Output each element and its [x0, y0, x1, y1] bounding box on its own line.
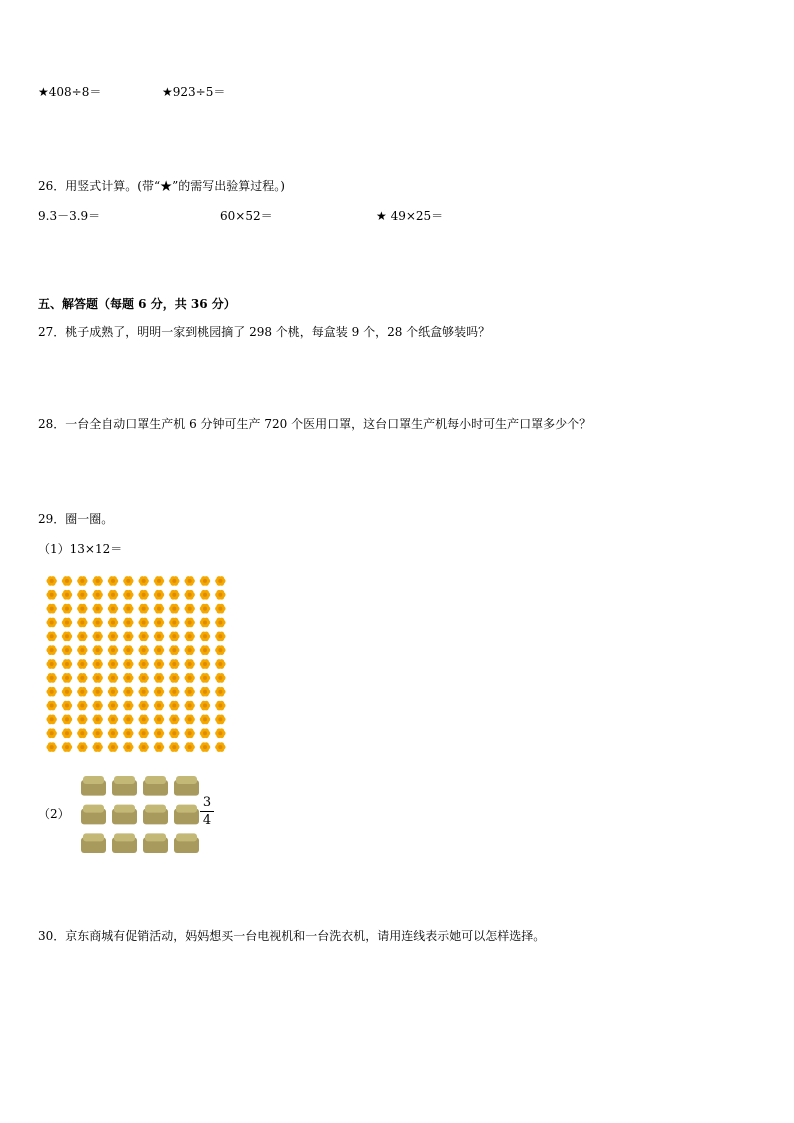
flower-icon	[184, 645, 194, 655]
flower-icon	[92, 645, 102, 655]
flower-icon	[154, 590, 164, 600]
flower-icon	[123, 659, 133, 669]
flower-icon	[92, 576, 102, 586]
flower-icon	[200, 618, 210, 628]
flower-icon	[92, 728, 102, 738]
flower-icon	[138, 618, 148, 628]
flower-icon	[123, 590, 133, 600]
flower-icon	[184, 701, 194, 711]
flower-icon	[108, 645, 118, 655]
question-26: 26．用竖式计算。(带“★”的需写出验算过程。)	[38, 179, 285, 193]
flower-icon	[200, 659, 210, 669]
flower-icon	[169, 604, 179, 614]
flower-icon	[62, 687, 72, 697]
flower-icon	[46, 673, 56, 683]
flower-icon	[62, 659, 72, 669]
flower-icon	[108, 701, 118, 711]
flower-icon	[46, 618, 56, 628]
flower-icon	[62, 576, 72, 586]
flower-icon	[138, 742, 148, 752]
flower-icon	[215, 618, 225, 628]
flower-icon	[154, 701, 164, 711]
flower-icon	[108, 673, 118, 683]
question-29-part-2: （2）	[38, 807, 70, 821]
flower-icon	[77, 673, 87, 683]
flower-icon	[46, 659, 56, 669]
flower-icon	[62, 604, 72, 614]
brick-icon	[143, 833, 168, 853]
flower-icon	[184, 728, 194, 738]
flower-icon	[138, 728, 148, 738]
flower-icon	[108, 576, 118, 586]
flower-icon	[62, 728, 72, 738]
flower-icon	[77, 701, 87, 711]
flower-icon	[92, 604, 102, 614]
question-29: 29．圈一圈。	[38, 512, 114, 526]
flower-icon	[169, 576, 179, 586]
flower-icon	[62, 645, 72, 655]
flower-grid-image	[44, 574, 228, 754]
flower-icon	[108, 590, 118, 600]
flower-icon	[184, 687, 194, 697]
flower-icon	[154, 673, 164, 683]
flower-icon	[46, 728, 56, 738]
flower-icon	[123, 687, 133, 697]
flower-icon	[46, 604, 56, 614]
flower-icon	[46, 576, 56, 586]
question-28: 28．一台全自动口罩生产机 6 分钟可生产 720 个医用口罩，这台口罩生产机每小时可生产口罩多少个？	[38, 417, 592, 431]
flower-icon	[46, 742, 56, 752]
flower-icon	[200, 631, 210, 641]
flower-icon	[62, 701, 72, 711]
flower-icon	[108, 604, 118, 614]
brick-icon	[143, 776, 168, 796]
flower-icon	[62, 631, 72, 641]
flower-icon	[92, 659, 102, 669]
flower-icon	[138, 673, 148, 683]
brick-icon	[112, 776, 137, 796]
flower-icon	[154, 659, 164, 669]
flower-icon	[200, 728, 210, 738]
flower-icon	[200, 590, 210, 600]
flower-icon	[138, 590, 148, 600]
flower-icon	[215, 728, 225, 738]
flower-icon	[77, 645, 87, 655]
flower-icon	[77, 631, 87, 641]
flower-icon	[200, 645, 210, 655]
flower-icon	[169, 701, 179, 711]
flower-icon	[154, 715, 164, 725]
flower-icon	[154, 631, 164, 641]
flower-icon	[169, 645, 179, 655]
brick-icon	[112, 833, 137, 853]
problem-923-div-5: ★923÷5＝	[162, 85, 226, 99]
flower-icon	[169, 631, 179, 641]
brick-grid-image	[78, 772, 202, 858]
flower-icon	[169, 687, 179, 697]
flower-icon	[108, 687, 118, 697]
flower-icon	[200, 604, 210, 614]
flower-icon	[169, 673, 179, 683]
flower-icon	[215, 590, 225, 600]
flower-icon	[184, 715, 194, 725]
flower-icon	[92, 673, 102, 683]
section-5-heading: 五、解答题（每题 6 分，共 36 分）	[38, 297, 236, 311]
flower-icon	[138, 604, 148, 614]
brick-icon	[174, 833, 199, 853]
fraction-numerator: 3	[202, 795, 212, 810]
flower-icon	[46, 645, 56, 655]
flower-icon	[92, 618, 102, 628]
flower-icon	[169, 659, 179, 669]
flower-icon	[138, 631, 148, 641]
flower-icon	[138, 701, 148, 711]
flower-icon	[200, 742, 210, 752]
flower-icon	[184, 618, 194, 628]
flower-icon	[77, 604, 87, 614]
flower-icon	[154, 604, 164, 614]
fraction-denominator: 4	[202, 813, 212, 828]
flower-icon	[138, 687, 148, 697]
flower-icon	[77, 715, 87, 725]
flower-icon	[46, 631, 56, 641]
flower-icon	[154, 576, 164, 586]
flower-icon	[108, 742, 118, 752]
flower-icon	[154, 728, 164, 738]
flower-icon	[215, 659, 225, 669]
flower-icon	[154, 645, 164, 655]
flower-icon	[77, 576, 87, 586]
question-30: 30．京东商城有促销活动，妈妈想买一台电视机和一台洗衣机，请用连线表示她可以怎样选择。	[38, 929, 546, 943]
flower-icon	[138, 576, 148, 586]
flower-icon	[184, 590, 194, 600]
flower-icon	[169, 715, 179, 725]
flower-icon	[215, 576, 225, 586]
flower-icon	[184, 631, 194, 641]
flower-icon	[108, 728, 118, 738]
fraction-bar	[200, 811, 214, 812]
flower-icon	[123, 631, 133, 641]
flower-icon	[108, 659, 118, 669]
flower-icon	[108, 618, 118, 628]
flower-icon	[200, 715, 210, 725]
flower-icon	[77, 618, 87, 628]
flower-icon	[62, 742, 72, 752]
flower-icon	[123, 576, 133, 586]
flower-icon	[154, 687, 164, 697]
brick-icon	[174, 805, 199, 825]
flower-icon	[200, 687, 210, 697]
flower-icon	[169, 728, 179, 738]
flower-icon	[123, 742, 133, 752]
flower-icon	[77, 742, 87, 752]
flower-icon	[138, 659, 148, 669]
problem-9-3-minus-3-9: 9.3－3.9＝	[38, 209, 101, 223]
flower-icon	[123, 701, 133, 711]
flower-icon	[169, 590, 179, 600]
fraction-three-quarters	[200, 795, 214, 828]
flower-icon	[92, 701, 102, 711]
flower-icon	[77, 659, 87, 669]
flower-icon	[138, 715, 148, 725]
flower-icon	[184, 742, 194, 752]
flower-icon	[215, 673, 225, 683]
flower-icon	[154, 742, 164, 752]
brick-icon	[112, 805, 137, 825]
brick-icon	[81, 833, 106, 853]
brick-icon	[174, 776, 199, 796]
flower-icon	[215, 715, 225, 725]
flower-icon	[215, 631, 225, 641]
flower-icon	[123, 645, 133, 655]
flower-icon	[215, 701, 225, 711]
flower-icon	[123, 618, 133, 628]
flower-icon	[154, 618, 164, 628]
flower-icon	[92, 715, 102, 725]
problem-49-times-25: ★ 49×25＝	[376, 209, 444, 223]
flower-icon	[169, 618, 179, 628]
flower-icon	[108, 715, 118, 725]
flower-icon	[77, 728, 87, 738]
flower-icon	[123, 673, 133, 683]
flower-icon	[169, 742, 179, 752]
flower-icon	[46, 715, 56, 725]
flower-icon	[77, 687, 87, 697]
flower-icon	[184, 659, 194, 669]
flower-icon	[123, 604, 133, 614]
flower-icon	[184, 673, 194, 683]
flower-icon	[62, 673, 72, 683]
flower-icon	[62, 590, 72, 600]
flower-icon	[108, 631, 118, 641]
flower-icon	[138, 645, 148, 655]
flower-icon	[62, 618, 72, 628]
flower-icon	[92, 631, 102, 641]
brick-icon	[143, 805, 168, 825]
problem-60-times-52: 60×52＝	[220, 209, 273, 223]
question-27: 27．桃子成熟了，明明一家到桃园摘了 298 个桃，每盒装 9 个，28 个纸盒够装吗？	[38, 325, 491, 339]
flower-icon	[92, 742, 102, 752]
flower-icon	[184, 604, 194, 614]
flower-icon	[215, 604, 225, 614]
flower-icon	[215, 687, 225, 697]
flower-icon	[92, 687, 102, 697]
flower-icon	[46, 687, 56, 697]
flower-icon	[46, 701, 56, 711]
problem-408-div-8: ★408÷8＝	[38, 85, 102, 99]
flower-icon	[215, 742, 225, 752]
brick-icon	[81, 805, 106, 825]
question-29-part-1: （1）13×12＝	[38, 542, 123, 556]
flower-icon	[123, 715, 133, 725]
flower-icon	[46, 590, 56, 600]
flower-icon	[200, 576, 210, 586]
flower-icon	[62, 715, 72, 725]
flower-icon	[200, 701, 210, 711]
flower-icon	[77, 590, 87, 600]
brick-icon	[81, 776, 106, 796]
flower-icon	[123, 728, 133, 738]
flower-icon	[184, 576, 194, 586]
flower-icon	[215, 645, 225, 655]
flower-icon	[200, 673, 210, 683]
flower-icon	[92, 590, 102, 600]
